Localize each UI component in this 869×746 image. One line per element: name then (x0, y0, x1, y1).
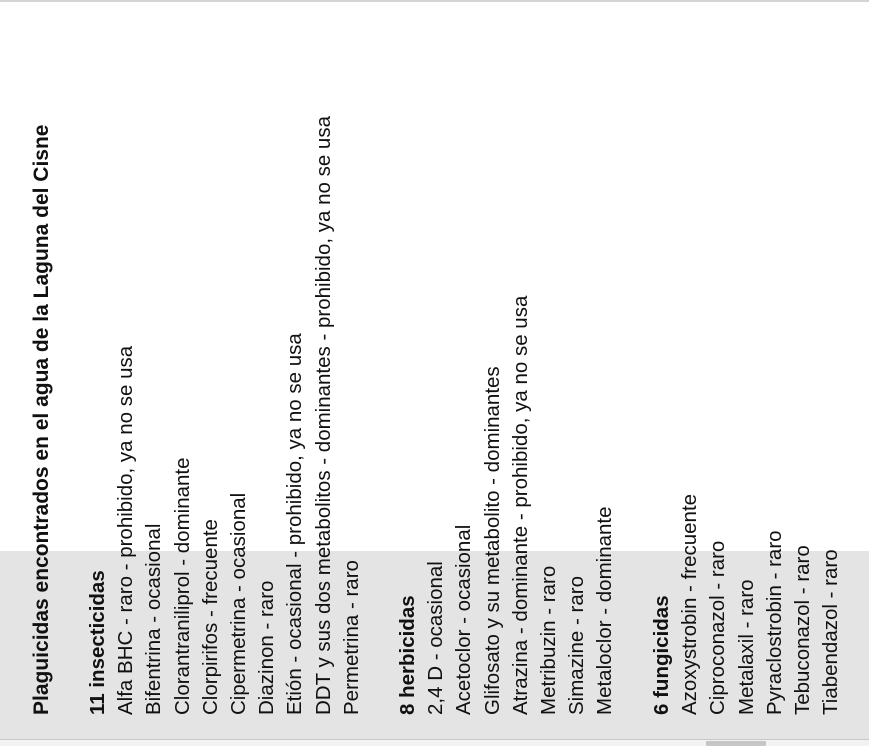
list-item: Clorantraniliprol - dominante (170, 457, 194, 715)
list-item: Metribuzin - raro (536, 565, 560, 715)
list-item: Tiabendazol - raro (819, 549, 843, 715)
list-item: Simazine - raro (565, 576, 589, 715)
list-item: Atrazina - dominante - prohibido, ya no se usa (508, 295, 532, 715)
list-item: Azoxystrobin - frecuente (678, 493, 702, 715)
list-item: Ciproconazol - raro (706, 540, 730, 715)
list-item: Acetoclor - ocasional (452, 524, 476, 715)
list-item: Alfa BHC - raro - prohibido, ya no se usa (114, 345, 138, 715)
list-item: Tebuconazol - raro (790, 545, 814, 715)
list-item: Bifentrina - ocasional (142, 523, 166, 715)
insecticides-heading: 11 insecticidas (86, 570, 109, 715)
list-item: Clorpirifos - frecuente (198, 519, 222, 715)
list-item: Cipermetrina - ocasional (226, 492, 250, 715)
list-item: Etión - ocasional - prohibido, ya no se usa (283, 333, 307, 715)
scrollbar-thumb[interactable] (706, 741, 766, 746)
fungicides-group (648, 494, 845, 715)
list-item: Metalaxil - raro (734, 579, 758, 715)
herbicides-group (394, 296, 620, 715)
list-item: Diazinon - raro (255, 580, 279, 715)
fungicides-heading: 6 fungicidas (650, 595, 673, 715)
herbicides-heading: 8 herbicidas (396, 595, 419, 715)
list-item: Pyraclostrobin - raro (762, 530, 786, 715)
document-title: Plaguicidas encontrados en el agua de la Laguna del Cisne (30, 124, 53, 715)
list-item: 2,4 D - ocasional (424, 561, 448, 715)
insecticides-group (84, 116, 366, 715)
list-item: Metaloclor - dominante (593, 506, 617, 715)
list-item: Permetrina - raro (339, 560, 363, 715)
list-item: DDT y sus dos metabolitos - dominantes - prohibido, ya no se usa (311, 116, 335, 715)
list-item: Glifosato y su metabolito - dominantes (480, 366, 504, 715)
